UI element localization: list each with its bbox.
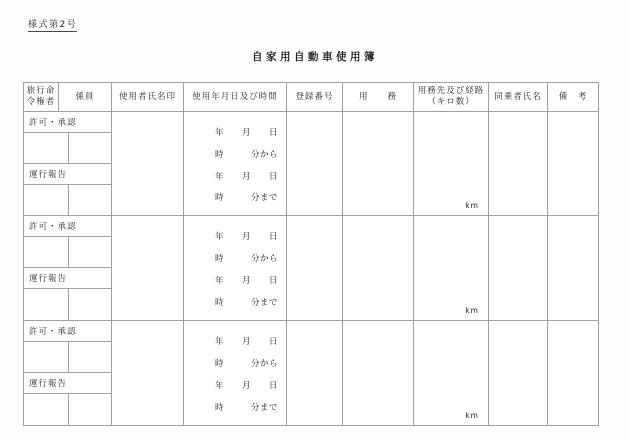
header-purpose [343,83,414,112]
header-line: 登録番号 [295,91,334,102]
approval-label: 許可・承認 [24,321,111,342]
use-datetime-cell [184,112,287,216]
report-stamp-cell-right [69,289,111,320]
approval-section [24,112,112,216]
user-name-seal-cell [112,321,184,425]
report-label: 運行報告 [24,164,111,185]
user-name-seal-cell [112,216,184,320]
date-from-line: 年 月 日 [214,127,278,138]
report-stamp-cell-left [24,394,69,425]
report-stamp-cell-right [69,394,111,425]
usage-table [23,82,599,426]
use-datetime-cell [184,216,287,320]
header-staff [59,83,112,112]
header-line: 同乗者氏名 [494,91,542,102]
report-stamp-cell-left [24,185,69,216]
approval-stamp-cell-right [69,342,111,373]
approval-stamp-cell-left [24,237,69,268]
date-from-line: 年 月 日 [214,232,278,243]
header-line: 用務先及び経路 [417,86,485,96]
header-line: 備 考 [558,91,588,102]
km-unit-label: km [465,305,479,315]
header-destination-route [414,83,489,112]
user-name-seal-cell [112,112,184,216]
destination-route-cell [414,216,489,320]
registration-number-cell [287,112,343,216]
header-line: 係員 [75,91,95,102]
approval-section [24,216,112,320]
header-line: 令権者 [26,97,56,107]
time-to-line: 時 分まで [214,297,278,308]
approval-stamp-cell-right [69,133,111,164]
form-number-label: 様式第2号 [28,17,77,32]
km-unit-label: km [465,411,479,420]
destination-route-cell [414,321,489,425]
header-line: 使用年月日及び時間 [192,91,278,102]
remarks-cell [548,112,598,216]
registration-number-cell [287,216,343,320]
registration-number-cell [287,321,343,425]
time-from-line: 時 分から [214,254,278,265]
date-from-line: 年 月 日 [214,336,278,347]
approval-label: 許可・承認 [24,216,111,237]
header-line: （キロ数） [427,97,475,107]
passenger-names-cell [489,112,548,216]
header-user-name-seal [112,83,184,112]
approval-section [24,321,112,425]
destination-route-cell [414,112,489,216]
header-registration-number [287,83,343,112]
date-to-line: 年 月 日 [214,380,278,391]
header-line: 用 務 [358,91,397,102]
approval-label: 許可・承認 [24,112,111,133]
remarks-cell [548,321,598,425]
report-stamp-cell-left [24,289,69,320]
date-to-line: 年 月 日 [214,275,278,286]
purpose-cell [343,216,414,320]
header-line: 旅行命 [26,86,56,96]
report-label: 運行報告 [24,373,111,394]
km-unit-label: km [465,201,479,211]
use-datetime-cell [184,321,287,425]
approval-stamp-cell-right [69,237,111,268]
approval-stamp-cell-left [24,133,69,164]
approval-stamp-cell-left [24,342,69,373]
remarks-cell [548,216,598,320]
passenger-names-cell [489,321,548,425]
time-from-line: 時 分から [214,149,278,160]
header-remarks [548,83,598,112]
purpose-cell [343,321,414,425]
time-to-line: 時 分まで [214,402,278,413]
time-from-line: 時 分から [214,358,278,369]
header-line: 使用者氏名印 [118,91,176,102]
header-use-datetime [184,83,287,112]
report-stamp-cell-right [69,185,111,216]
report-label: 運行報告 [24,268,111,289]
header-passenger-names [489,83,548,112]
page-title: 自家用自動車使用簿 [252,51,378,63]
purpose-cell [343,112,414,216]
date-to-line: 年 月 日 [214,171,278,182]
time-to-line: 時 分まで [214,193,278,204]
passenger-names-cell [489,216,548,320]
header-travel-order-authority [24,83,59,112]
